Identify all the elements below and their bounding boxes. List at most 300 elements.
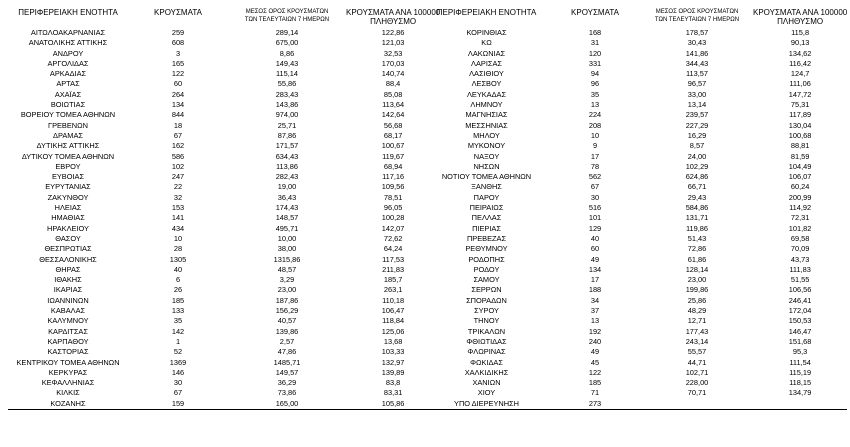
- cell-per: 13,68: [383, 336, 403, 346]
- cell-per: 60,24: [790, 182, 810, 192]
- cell-unit-name: ΑΝΔΡΟΥ: [52, 48, 84, 58]
- cell-avg: 19,00: [277, 182, 297, 192]
- cell-avg: 148,57: [275, 213, 299, 223]
- cell-unit-name: ΥΠΟ ΔΙΕΡΕΥΝΗΣΗ: [424, 399, 549, 410]
- header-per-line2: ΠΛΗΘΥΣΜΟ: [777, 17, 824, 26]
- table-row: [8, 244, 440, 254]
- cell-unit-name: ΛΑΡΙΣΑΣ: [471, 58, 502, 68]
- cell-per: 246,41: [788, 295, 812, 305]
- cell-per: 100,68: [788, 130, 812, 140]
- cell-per: 64,24: [383, 244, 403, 254]
- cell-avg: 30,43: [687, 38, 707, 48]
- right-table-block: [424, 8, 847, 410]
- table-row: [8, 79, 440, 89]
- table-row: [424, 203, 847, 213]
- cell-unit-name: ΚΕΝΤΡΙΚΟΥ ΤΟΜΕΑ ΑΘΗΝΩΝ: [16, 357, 120, 367]
- cell-cases: 3: [175, 48, 181, 58]
- cell-per: 150,53: [788, 316, 812, 326]
- cell-avg: 2,57: [279, 336, 295, 346]
- table-row: [424, 399, 847, 410]
- cell-cases: 31: [590, 38, 600, 48]
- cell-cases: 10: [173, 233, 183, 243]
- cell-cases: 1305: [169, 254, 187, 264]
- table-row: [8, 368, 440, 378]
- cell-per: 85,08: [383, 89, 403, 99]
- table-row: [424, 162, 847, 172]
- table-row: [424, 38, 847, 48]
- cell-per: 104,49: [788, 161, 812, 171]
- cell-unit-name: ΚΑΛΥΜΝΟΥ: [47, 316, 89, 326]
- cell-unit-name: ΙΩΑΝΝΙΝΩΝ: [47, 295, 89, 305]
- cell-avg: 143,86: [275, 100, 299, 110]
- cell-avg: 149,43: [275, 58, 299, 68]
- cell-avg: 13,14: [687, 100, 707, 110]
- cell-avg: 36,43: [277, 192, 297, 202]
- cell-per: 263,1: [383, 285, 403, 295]
- cell-avg: 73,86: [277, 388, 297, 398]
- table-row: [8, 69, 440, 79]
- cell-avg: 243,14: [685, 336, 709, 346]
- cell-cases: 562: [588, 172, 602, 182]
- cell-per: 100,28: [381, 213, 405, 223]
- cell-per: 43,73: [790, 254, 810, 264]
- cell-unit-name: ΚΟΡΙΝΘΙΑΣ: [466, 28, 507, 37]
- cell-per: 115,8: [791, 28, 810, 37]
- cell-per: 115,19: [789, 367, 812, 377]
- cell-per: 134,62: [788, 48, 812, 58]
- cell-per: 69,58: [790, 233, 810, 243]
- cell-per: 118,15: [789, 378, 812, 388]
- cell-per: 72,31: [790, 213, 810, 223]
- cell-cases: 516: [588, 203, 602, 213]
- cell-unit-name: ΚΑΡΠΑΘΟΥ: [47, 336, 89, 346]
- table-row: [424, 121, 847, 131]
- cell-unit-name: ΠΑΡΟΥ: [473, 192, 500, 202]
- cell-per: 90,13: [790, 38, 810, 48]
- cell-unit-name: ΔΡΑΜΑΣ: [53, 130, 83, 140]
- cell-per: 81,59: [790, 151, 810, 161]
- cell-cases: 18: [173, 120, 183, 130]
- cell-per: 200,99: [788, 192, 812, 202]
- cell-avg: 61,86: [687, 254, 707, 264]
- cell-avg: 199,86: [685, 285, 709, 295]
- table-row: [8, 337, 440, 347]
- cell-cases: 134: [588, 264, 602, 274]
- table-row: [424, 110, 847, 120]
- cell-unit-name: ΑΡΚΑΔΙΑΣ: [49, 69, 87, 79]
- cell-unit-name: ΚΩ: [481, 38, 492, 48]
- cell-unit-name: ΗΡΑΚΛΕΙΟΥ: [47, 223, 89, 233]
- cell-cases: 264: [171, 89, 185, 99]
- cell-per: 172,04: [788, 306, 812, 316]
- header-unit: ΠΕΡΙΦΕΡΕΙΑΚΗ ΕΝΟΤΗΤΑ: [436, 8, 537, 17]
- header-avg-line2: ΤΩΝ ΤΕΛΕΥΤΑΙΩΝ 7 ΗΜΕΡΩΝ: [654, 17, 740, 23]
- cell-unit-name: ΘΗΡΑΣ: [55, 264, 81, 274]
- cell-unit-name: ΚΟΖΑΝΗΣ: [8, 399, 128, 410]
- cell-per: 116,42: [789, 58, 812, 68]
- cell-unit-name: ΛΕΣΒΟΥ: [471, 79, 502, 89]
- cell-per: 95,3: [792, 347, 808, 357]
- cell-unit-name: ΑΙΤΩΛΟΑΚΑΡΝΑΝΙΑΣ: [30, 28, 106, 37]
- cell-cases: 159: [128, 399, 228, 410]
- cell-avg: 66,71: [687, 182, 707, 192]
- cell-avg: 55,86: [277, 79, 297, 89]
- cell-unit-name: ΕΒΡΟΥ: [55, 161, 81, 171]
- cell-avg: 8,57: [689, 141, 705, 151]
- cell-avg: 40,57: [277, 316, 297, 326]
- cell-unit-name: ΝΟΤΙΟΥ ΤΟΜΕΑ ΑΘΗΝΩΝ: [441, 172, 532, 182]
- table-row: [424, 296, 847, 306]
- table-row: [8, 234, 440, 244]
- cell-per: 83,8: [385, 378, 401, 388]
- cell-cases: 45: [590, 357, 600, 367]
- cell-unit-name: ΑΝΑΤΟΛΙΚΗΣ ΑΤΤΙΚΗΣ: [28, 38, 108, 48]
- cell-avg: 634,43: [275, 151, 299, 161]
- cell-unit-name: ΠΙΕΡΙΑΣ: [472, 223, 501, 233]
- header-avg: [228, 8, 346, 28]
- table-row: [8, 203, 440, 213]
- cell-avg: 3,29: [279, 275, 295, 285]
- cell-avg: 141,86: [685, 48, 709, 58]
- cell-cases: 52: [173, 347, 183, 357]
- cell-per: 106,07: [788, 172, 812, 182]
- cell-cases: 273: [549, 399, 641, 410]
- cell-per: 83,31: [383, 388, 403, 398]
- cell-unit-name: ΝΑΞΟΥ: [473, 151, 500, 161]
- cell-avg: 624,86: [685, 172, 709, 182]
- cell-cases: 9: [592, 141, 598, 151]
- header-cases: ΚΡΟΥΣΜΑΤΑ: [154, 8, 202, 17]
- cell-per: 72,62: [383, 233, 403, 243]
- cell-unit-name: ΚΕΦΑΛΛΗΝΙΑΣ: [41, 378, 95, 388]
- right-table: [424, 8, 847, 410]
- cell-cases: 247: [171, 172, 185, 182]
- table-row: [8, 28, 440, 38]
- cell-per: 109,56: [381, 182, 405, 192]
- table-row: [8, 358, 440, 368]
- table-row: [8, 193, 440, 203]
- left-header-row: [8, 8, 440, 28]
- cell-avg: 139,86: [275, 326, 299, 336]
- cell-avg: 51,43: [687, 233, 707, 243]
- cell-unit-name: ΡΕΘΥΜΝΟΥ: [465, 244, 508, 254]
- cell-unit-name: ΚΑΒΑΛΑΣ: [50, 306, 86, 316]
- cell-unit-name: ΚΙΛΚΙΣ: [56, 388, 80, 398]
- table-row: [424, 234, 847, 244]
- cell-cases: 17: [590, 275, 600, 285]
- table-row: [424, 224, 847, 234]
- cell-avg: 128,14: [685, 264, 709, 274]
- cell-per: 68,94: [383, 161, 403, 171]
- cell-cases: 192: [588, 326, 602, 336]
- cell-avg: 149,57: [275, 367, 299, 377]
- cell-per: 146,47: [788, 326, 812, 336]
- cell-per: 140,74: [381, 69, 405, 79]
- cell-unit-name: ΗΛΕΙΑΣ: [54, 203, 82, 213]
- table-row: [424, 244, 847, 254]
- cell-avg: 23,00: [277, 285, 297, 295]
- cell-avg: 113,86: [275, 161, 299, 171]
- cell-unit-name: ΦΘΙΩΤΙΔΑΣ: [466, 336, 507, 346]
- cell-avg: 70,71: [687, 388, 707, 398]
- cell-cases: 67: [173, 388, 183, 398]
- table-row: [424, 388, 847, 398]
- cell-avg: 36,29: [277, 378, 297, 388]
- cell-per: 118,84: [382, 316, 405, 326]
- header-per-line1: ΚΡΟΥΣΜΑΤΑ ΑΝΑ 100000: [753, 8, 848, 17]
- cell-unit-name: ΠΡΕΒΕΖΑΣ: [466, 233, 507, 243]
- header-avg-line1: ΜΕΣΟΣ ΟΡΟΣ ΚΡΟΥΣΜΑΤΩΝ: [655, 9, 739, 15]
- cell-avg: 96,57: [687, 79, 707, 89]
- cell-avg: 29,43: [687, 192, 707, 202]
- cell-avg: 584,86: [685, 203, 709, 213]
- cell-avg: 23,00: [687, 275, 707, 285]
- table-row: [424, 141, 847, 151]
- table-row: [424, 213, 847, 223]
- cell-unit-name: ΜΕΣΣΗΝΙΑΣ: [465, 120, 508, 130]
- cell-unit-name: ΓΡΕΒΕΝΩΝ: [48, 120, 88, 130]
- cell-avg: 102,71: [685, 367, 709, 377]
- cell-per: 56,68: [383, 120, 403, 130]
- cell-avg: 38,00: [277, 244, 297, 254]
- cell-unit-name: ΗΜΑΘΙΑΣ: [51, 213, 85, 223]
- table-row: [424, 59, 847, 69]
- cell-avg: 1485,71: [273, 357, 301, 367]
- cell-cases: 49: [590, 347, 600, 357]
- table-row: [8, 172, 440, 182]
- cell-avg: 675,00: [275, 38, 299, 48]
- cell-per: 105,86: [346, 399, 440, 410]
- cell-avg: [641, 399, 753, 410]
- cell-avg: 12,71: [687, 316, 707, 326]
- cell-per: 103,33: [381, 347, 405, 357]
- cell-per: 139,89: [381, 367, 405, 377]
- cell-avg: 495,71: [275, 223, 299, 233]
- cell-cases: 78: [590, 161, 600, 171]
- cell-cases: 134: [171, 100, 185, 110]
- cell-cases: 101: [588, 213, 602, 223]
- table-row: [424, 275, 847, 285]
- cell-per: 113,64: [382, 100, 405, 110]
- cell-unit-name: ΠΕΛΛΑΣ: [471, 213, 502, 223]
- cell-avg: 282,43: [275, 172, 299, 182]
- cell-unit-name: ΞΑΝΘΗΣ: [471, 182, 502, 192]
- cell-per: 122,86: [381, 28, 405, 37]
- cell-cases: 608: [171, 38, 185, 48]
- cell-cases: 1: [175, 336, 181, 346]
- cell-per: 142,64: [381, 110, 405, 120]
- cell-per: 51,55: [790, 275, 810, 285]
- cell-unit-name: ΚΑΣΤΟΡΙΑΣ: [47, 347, 89, 357]
- table-row: [8, 38, 440, 48]
- table-row: [424, 49, 847, 59]
- cell-cases: 162: [171, 141, 185, 151]
- cell-unit-name: ΑΧΑΪΑΣ: [54, 89, 82, 99]
- cell-cases: 10: [590, 130, 600, 140]
- cell-per: 78,51: [383, 192, 403, 202]
- header-cases: ΚΡΟΥΣΜΑΤΑ: [571, 8, 619, 17]
- table-row: [8, 388, 440, 398]
- cell-avg: 25,86: [687, 295, 707, 305]
- cell-avg: 165,00: [228, 399, 346, 410]
- cell-cases: 13: [590, 316, 600, 326]
- cell-avg: 87,86: [277, 130, 297, 140]
- table-row: [424, 152, 847, 162]
- table-row: [8, 399, 440, 410]
- cell-cases: 240: [588, 336, 602, 346]
- cell-cases: 120: [588, 48, 602, 58]
- table-row: [424, 79, 847, 89]
- table-row: [8, 49, 440, 59]
- cell-unit-name: ΛΗΜΝΟΥ: [470, 100, 503, 110]
- cell-unit-name: ΝΗΣΩΝ: [473, 161, 500, 171]
- cell-cases: 122: [171, 69, 185, 79]
- table-row: [8, 316, 440, 326]
- cell-per: 121,03: [381, 38, 405, 48]
- cell-cases: 13: [590, 100, 600, 110]
- header-unit: ΠΕΡΙΦΕΡΕΙΑΚΗ ΕΝΟΤΗΤΑ: [18, 8, 118, 17]
- cell-cases: 49: [590, 254, 600, 264]
- cell-cases: 331: [588, 58, 602, 68]
- header-per: [753, 8, 847, 28]
- cell-unit-name: ΣΕΡΡΩΝ: [471, 285, 502, 295]
- cell-avg: 10,00: [277, 233, 297, 243]
- cell-per: 130,04: [788, 120, 812, 130]
- cell-unit-name: ΑΡΓΟΛΙΔΑΣ: [47, 58, 89, 68]
- cell-unit-name: ΧΑΝΙΩΝ: [472, 378, 501, 388]
- cell-unit-name: ΦΩΚΙΔΑΣ: [470, 357, 503, 367]
- cell-cases: 259: [171, 28, 185, 37]
- cell-per: 170,03: [381, 58, 405, 68]
- cell-avg: 119,86: [685, 223, 709, 233]
- cell-per: 100,67: [381, 141, 405, 151]
- cell-cases: 165: [171, 58, 185, 68]
- table-row: [424, 358, 847, 368]
- cell-unit-name: ΜΗΛΟΥ: [473, 130, 500, 140]
- cell-unit-name: ΖΑΚΥΝΘΟΥ: [47, 192, 89, 202]
- cell-avg: 25,71: [277, 120, 297, 130]
- table-row: [8, 100, 440, 110]
- cell-avg: 102,29: [685, 161, 709, 171]
- table-row: [424, 255, 847, 265]
- table-row: [424, 100, 847, 110]
- cell-avg: 187,86: [275, 295, 299, 305]
- cell-unit-name: ΡΟΔΟΥ: [473, 264, 500, 274]
- cell-cases: 60: [173, 79, 183, 89]
- table-row: [424, 172, 847, 182]
- table-row: [424, 306, 847, 316]
- cell-avg: 228,00: [685, 378, 709, 388]
- table-row: [8, 141, 440, 151]
- cell-per: 106,47: [381, 306, 405, 316]
- cell-cases: 129: [588, 223, 602, 233]
- table-row: [424, 265, 847, 275]
- table-row: [8, 347, 440, 357]
- cell-avg: 33,00: [687, 89, 707, 99]
- cell-unit-name: ΕΥΒΟΙΑΣ: [51, 172, 85, 182]
- cell-unit-name: ΘΕΣΠΡΩΤΙΑΣ: [44, 244, 92, 254]
- cell-avg: 48,57: [277, 264, 297, 274]
- cell-cases: 30: [590, 192, 600, 202]
- cell-cases: 102: [171, 161, 185, 171]
- table-row: [8, 162, 440, 172]
- cell-unit-name: ΘΑΣΟΥ: [55, 233, 81, 243]
- cell-unit-name: ΚΑΡΔΙΤΣΑΣ: [48, 326, 88, 336]
- table-row: [8, 285, 440, 295]
- cell-avg: 8,86: [279, 48, 295, 58]
- cell-per: 111,83: [789, 264, 811, 274]
- table-row: [8, 152, 440, 162]
- table-row: [8, 59, 440, 69]
- cell-cases: 22: [173, 182, 183, 192]
- cell-avg: 178,57: [685, 28, 709, 37]
- cell-per: 111,54: [789, 357, 811, 367]
- right-header-row: [424, 8, 847, 28]
- cell-per: 114,92: [789, 203, 812, 213]
- cell-unit-name: ΑΡΤΑΣ: [56, 79, 80, 89]
- cell-per: 117,16: [382, 172, 405, 182]
- cell-cases: 188: [588, 285, 602, 295]
- table-row: [424, 347, 847, 357]
- header-avg-line1: ΜΕΣΟΣ ΟΡΟΣ ΚΡΟΥΣΜΑΤΩΝ: [245, 9, 329, 15]
- cell-cases: 1369: [169, 357, 187, 367]
- cell-cases: 844: [171, 110, 185, 120]
- cell-cases: 586: [171, 151, 185, 161]
- left-table-block: [8, 8, 440, 410]
- cell-unit-name: ΔΥΤΙΚΟΥ ΤΟΜΕΑ ΑΘΗΝΩΝ: [21, 151, 115, 161]
- table-row: [8, 121, 440, 131]
- cell-avg: 174,43: [275, 203, 299, 213]
- cell-per: 119,67: [382, 151, 405, 161]
- cell-per: 124,7: [790, 69, 810, 79]
- cell-cases: 40: [590, 233, 600, 243]
- cell-per: 211,83: [382, 264, 405, 274]
- header-per-line2: ΠΛΗΘΥΣΜΟ: [370, 17, 417, 26]
- cell-avg: 44,71: [687, 357, 707, 367]
- table-row: [8, 110, 440, 120]
- cell-cases: 67: [590, 182, 600, 192]
- table-row: [424, 28, 847, 38]
- cell-avg: 239,57: [685, 110, 709, 120]
- cell-per: 101,82: [788, 223, 812, 233]
- header-per-line1: ΚΡΟΥΣΜΑΤΑ ΑΝΑ 100000: [346, 8, 441, 17]
- cell-cases: 185: [588, 378, 602, 388]
- cell-per: 111,06: [789, 79, 811, 89]
- cell-per: 75,31: [790, 100, 810, 110]
- cell-cases: 40: [173, 264, 183, 274]
- table-row: [8, 327, 440, 337]
- cell-avg: 16,29: [687, 130, 707, 140]
- cell-per: 68,17: [383, 130, 403, 140]
- cell-unit-name: ΒΟΙΩΤΙΑΣ: [50, 100, 86, 110]
- cell-per: 147,72: [788, 89, 812, 99]
- cell-avg: 974,00: [275, 110, 299, 120]
- cell-unit-name: ΙΚΑΡΙΑΣ: [53, 285, 83, 295]
- cell-avg: 55,57: [687, 347, 707, 357]
- cell-avg: 171,57: [275, 141, 299, 151]
- cell-avg: 177,43: [685, 326, 709, 336]
- table-row: [8, 90, 440, 100]
- cell-avg: 115,14: [275, 69, 299, 79]
- cell-cases: 146: [171, 367, 185, 377]
- cell-unit-name: ΤΡΙΚΑΛΩΝ: [467, 326, 506, 336]
- cell-per: 185,7: [383, 275, 403, 285]
- table-row: [8, 306, 440, 316]
- cell-avg: 24,00: [687, 151, 707, 161]
- cell-unit-name: ΣΠΟΡΑΔΩΝ: [466, 295, 507, 305]
- cell-cases: 34: [590, 295, 600, 305]
- cell-avg: 1315,86: [273, 254, 301, 264]
